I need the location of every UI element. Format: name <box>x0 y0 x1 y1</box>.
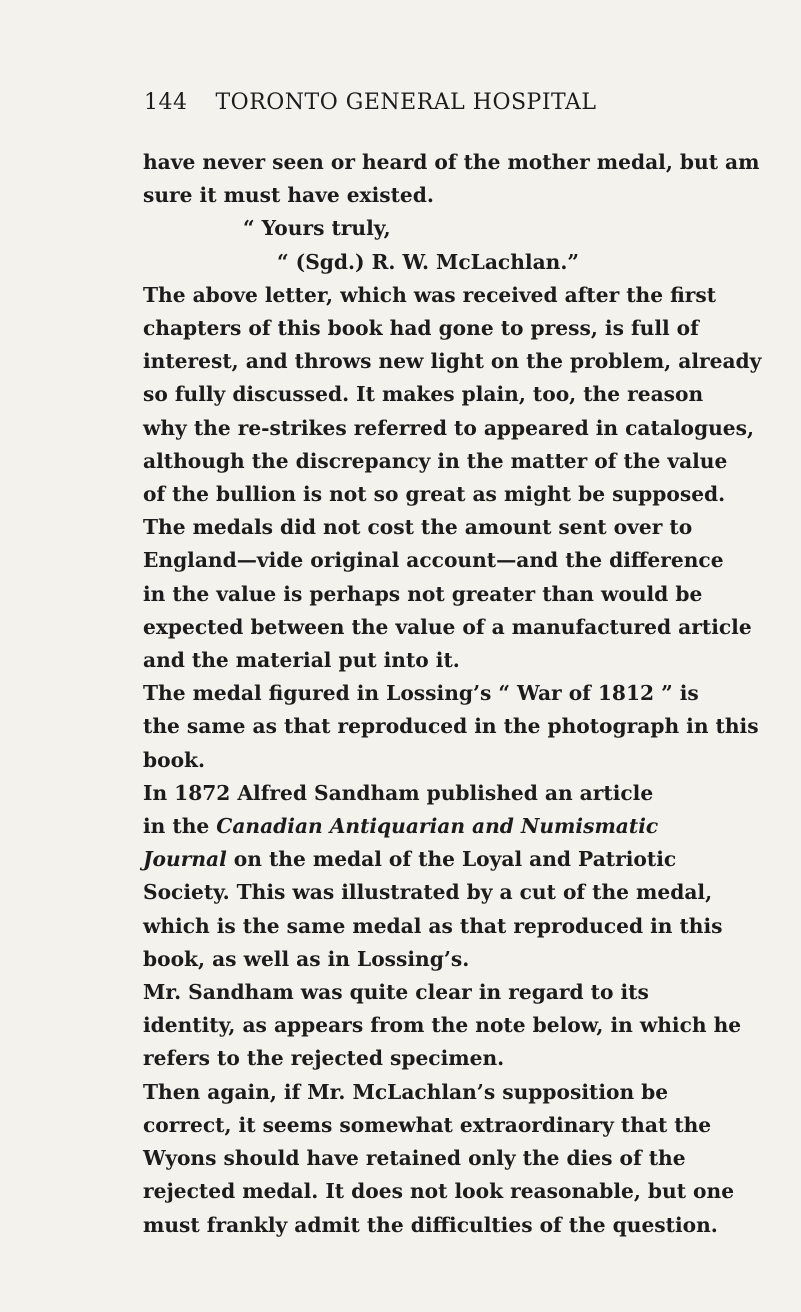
text-line: in the value is perhaps not greater than would be <box>143 581 703 606</box>
text-line: correct, it seems somewhat extraordinary that the <box>143 1112 712 1137</box>
text-line: In 1872 Alfred Sandham published an article <box>143 780 654 805</box>
text-line: chapters of this book had gone to press, is full of <box>143 316 699 341</box>
text-line: Wyons should have retained only the dies of the <box>143 1146 686 1171</box>
text-line: refers to the rejected specimen. <box>143 1046 505 1071</box>
text-line: interest, and throws new light on the problem, already <box>143 349 762 374</box>
text-line: The medal figured in Lossing’s “ War of 1812 ” is <box>143 681 699 706</box>
text-line: identity, as appears from the note below, in which he <box>143 1013 742 1038</box>
running-title: TORONTO GENERAL HOSPITAL <box>215 90 597 115</box>
text-line: why the re-strikes referred to appeared in catalogues, <box>143 415 755 440</box>
journal-title-part: Journal <box>143 847 227 872</box>
page-number: 144 <box>144 90 188 115</box>
text-line: have never seen or heard of the mother medal, but am <box>143 150 760 174</box>
text-line: Society. This was illustrated by a cut of the medal, <box>143 880 713 905</box>
text-line: must frankly admit the difficulties of the question. <box>143 1212 718 1237</box>
text-line: although the discrepancy in the matter of the value <box>143 448 728 473</box>
text-line: expected between the value of a manufactured article <box>143 614 752 639</box>
text-line: The medals did not cost the amount sent over to <box>143 515 693 540</box>
letter-signature: “ (Sgd.) R. W. McLachlan.” <box>277 249 579 274</box>
text-line-with-italic <box>143 843 739 876</box>
text-line: of the bullion is not so great as might be supposed. <box>143 482 726 507</box>
text-line: so fully discussed. It makes plain, too, the reason <box>143 382 704 407</box>
text-line: the same as that reproduced in the photograph in this <box>143 714 759 739</box>
text-line: rejected medal. It does not look reasonable, but one <box>143 1179 735 1204</box>
text-line: which is the same medal as that reproduced in this <box>143 913 723 938</box>
text-line-with-italic <box>143 810 739 843</box>
text-line: Mr. Sandham was quite clear in regard to its <box>143 980 649 1005</box>
running-header <box>144 90 664 115</box>
body-text <box>143 146 762 1242</box>
text-line: book. <box>143 747 206 772</box>
text-fragment: on the medal of the Loyal and Patriotic <box>226 847 677 872</box>
text-fragment: in the <box>143 814 217 839</box>
text-line: and the material put into it. <box>143 648 460 673</box>
text-line: Then again, if Mr. McLachlan’s supposition be <box>143 1079 669 1104</box>
text-line: book, as well as in Lossing’s. <box>143 946 470 971</box>
text-line: England—vide original account—and the difference <box>143 548 724 573</box>
journal-title-part: Canadian Antiquarian and Numismatic <box>216 814 659 839</box>
text-line: The above letter, which was received after the first <box>143 282 717 307</box>
text-line: sure it must have existed. <box>143 183 434 208</box>
letter-closing: “ Yours truly, <box>243 216 391 241</box>
